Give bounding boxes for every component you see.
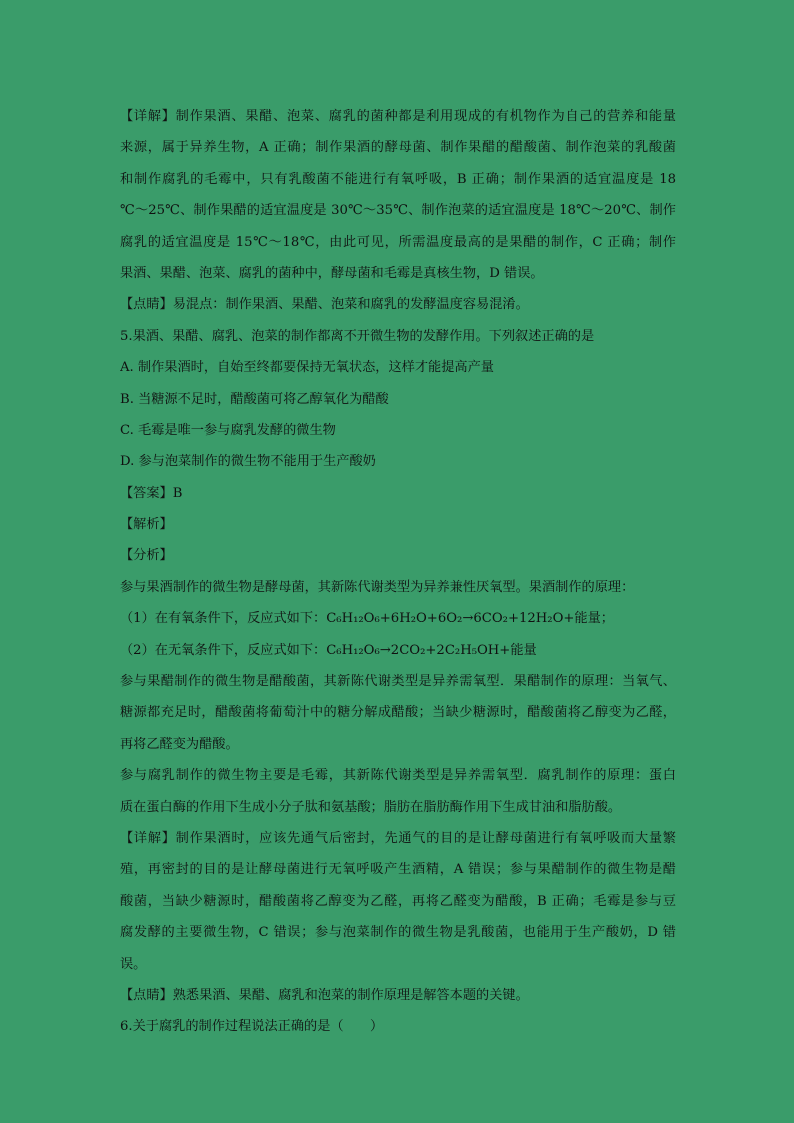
text-line: 殖，再密封的目的是让酵母菌进行无氧呼吸产生酒精，A 错误；参与果醋制作的微生物是醋	[120, 862, 676, 878]
text-line: 误。	[120, 956, 147, 972]
answer-line: 【答案】B	[120, 485, 183, 501]
text-line: 酸菌，当缺少糖源时，醋酸菌将乙醇变为乙醛，再将乙醛变为醋酸，B 正确；毛霉是参与豆	[120, 893, 676, 909]
text-line: ℃～25℃、制作果醋的适宜温度是 30℃～35℃、制作泡菜的适宜温度是 18℃～20℃、制作	[120, 203, 676, 219]
option-b: B. 当糖源不足时，醋酸菌可将乙醇氧化为醋酸	[120, 391, 389, 407]
document-page	[120, 101, 676, 1043]
text-line: 糖源都充足时，醋酸菌将葡萄汁中的糖分解成醋酸；当缺少糖源时，醋酸菌将乙醇变为乙醛，	[120, 705, 676, 721]
equation-line: （1）在有氧条件下，反应式如下：C₆H₁₂O₆+6H₂O+6O₂→6CO₂+12H₂O+能量；	[120, 611, 614, 627]
text-line: 腐乳的适宜温度是 15℃～18℃，由此可见，所需温度最高的是果醋的制作，C 正确；制作	[120, 234, 676, 250]
text-line: 【详解】制作果酒、果醋、泡菜、腐乳的菌种都是利用现成的有机物作为自己的营养和能量	[120, 109, 676, 124]
option-c: C. 毛霉是唯一参与腐乳发酵的微生物	[120, 422, 336, 438]
text-line: 参与腐乳制作的微生物主要是毛霉，其新陈代谢类型是异养需氧型．腐乳制作的原理：蛋白	[120, 768, 676, 784]
analysis-heading: 【解析】	[120, 517, 173, 533]
comment-line: 【点睛】易混点：制作果酒、果醋、泡菜和腐乳的发酵温度容易混淆。	[120, 297, 529, 313]
question-stem: 6.关于腐乳的制作过程说法正确的是（ ）	[120, 1019, 384, 1035]
option-a: A. 制作果酒时，自始至终都要保持无氧状态，这样才能提高产量	[120, 360, 494, 376]
analysis-subheading: 【分析】	[120, 548, 173, 564]
text-line: 果酒、果醋、泡菜、腐乳的菌种中，酵母菌和毛霉是真核生物，D 错误。	[120, 265, 544, 281]
text-line: 质在蛋白酶的作用下生成小分子肽和氨基酸；脂肪在脂肪酶作用下生成甘油和脂肪酸。	[120, 799, 622, 815]
text-line: 腐发酵的主要微生物，C 错误；参与泡菜制作的微生物是乳酸菌，也能用于生产酸奶，D 错	[120, 925, 676, 941]
comment-line: 【点睛】熟悉果酒、果醋、腐乳和泡菜的制作原理是解答本题的关键。	[120, 987, 529, 1003]
text-line: 来源，属于异养生物，A 正确；制作果酒的酵母菌、制作果醋的醋酸菌、制作泡菜的乳酸菌	[120, 140, 676, 156]
question-stem: 5.果酒、果醋、腐乳、泡菜的制作都离不开微生物的发酵作用。下列叙述正确的是	[120, 328, 595, 344]
text-line: 【详解】制作果酒时，应该先通气后密封，先通气的目的是让酵母菌进行有氧呼吸而大量繁	[120, 830, 676, 846]
text-line: 再将乙醛变为醋酸。	[120, 736, 239, 752]
option-d: D. 参与泡菜制作的微生物不能用于生产酸奶	[120, 454, 376, 470]
equation-line: （2）在无氧条件下，反应式如下：C₆H₁₂O₆→2CO₂+2C₂H₅OH+能量	[120, 642, 537, 658]
text-line: 参与果醋制作的微生物是醋酸菌，其新陈代谢类型是异养需氧型．果醋制作的原理：当氧气、	[120, 674, 676, 690]
text-line: 参与果酒制作的微生物是酵母菌，其新陈代谢类型为异养兼性厌氧型。果酒制作的原理：	[120, 579, 635, 595]
text-line: 和制作腐乳的毛霉中，只有乳酸菌不能进行有氧呼吸，B 正确；制作果酒的适宜温度是 18	[120, 171, 676, 187]
